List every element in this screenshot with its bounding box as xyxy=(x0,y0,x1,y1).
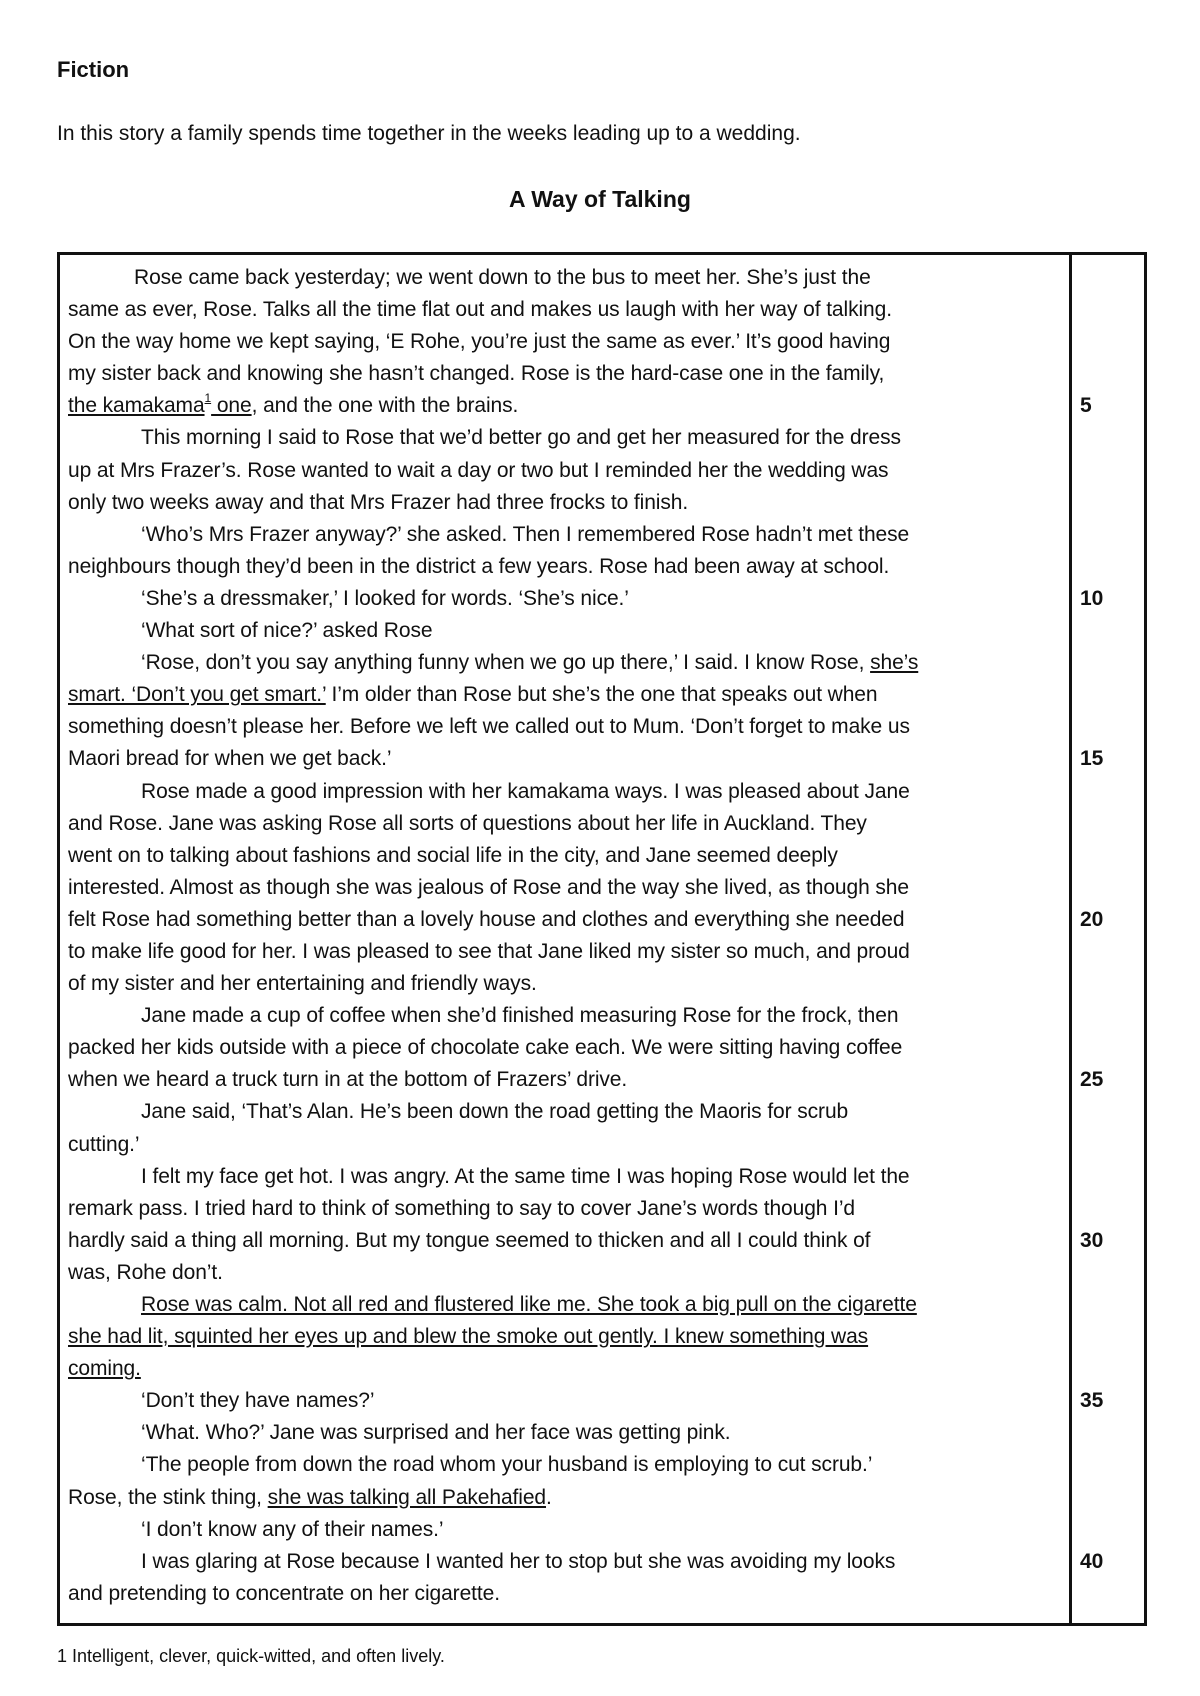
line-text: Maori bread for when we get back.’ xyxy=(68,747,392,771)
story-text xyxy=(68,262,1063,1610)
story-line xyxy=(68,679,1063,711)
story-line xyxy=(68,487,1063,519)
story-line xyxy=(68,1161,1063,1193)
story-title: A Way of Talking xyxy=(509,186,691,212)
story-line xyxy=(68,1482,1063,1514)
story-line xyxy=(68,936,1063,968)
underlined-text: Rose was calm. Not all red and flustered like me. She took a big pull on the cigarette xyxy=(141,1293,917,1316)
line-text: only two weeks away and that Mrs Frazer had three frocks to finish. xyxy=(68,490,689,514)
story-line xyxy=(68,1064,1063,1096)
story-line xyxy=(68,519,1063,551)
line-text: . xyxy=(546,1485,552,1509)
underlined-text: smart. ‘Don’t you get smart.’ xyxy=(68,683,326,707)
story-line xyxy=(68,583,1063,615)
line-text: packed her kids outside with a piece of chocolate cake each. We were sitting having coffee xyxy=(68,1036,903,1060)
line-text: my sister back and knowing she hasn’t changed. Rose is the hard-case one in the family, xyxy=(68,362,885,386)
story-line xyxy=(68,1514,1063,1546)
story-line xyxy=(68,647,1063,679)
line-text: ‘What sort of nice?’ asked Rose xyxy=(141,619,433,643)
line-text: neighbours though they’d been in the district a few years. Rose had been away at school. xyxy=(68,554,890,578)
line-text: ‘What. Who?’ Jane was surprised and her face was getting pink. xyxy=(141,1421,731,1445)
line-text: ‘She’s a dressmaker,’ I looked for words. ‘She’s nice.’ xyxy=(141,586,629,610)
line-text: remark pass. I tried hard to think of something to say to cover Jane’s words though I’d xyxy=(68,1196,855,1220)
line-number: 20 xyxy=(1080,907,1104,931)
line-text: of my sister and her entertaining and friendly ways. xyxy=(68,972,537,996)
line-text: cutting.’ xyxy=(68,1132,140,1156)
line-text: ‘I don’t know any of their names.’ xyxy=(141,1517,444,1541)
line-text: On the way home we kept saying, ‘E Rohe, you’re just the same as ever.’ It’s good having xyxy=(68,330,891,354)
underlined-text: coming. xyxy=(68,1357,141,1381)
line-text: Jane made a cup of coffee when she’d finished measuring Rose for the frock, then xyxy=(141,1004,899,1028)
line-text: interested. Almost as though she was jealous of Rose and the way she lived, as though she xyxy=(68,875,909,899)
story-line xyxy=(68,455,1063,487)
line-text: something doesn’t please her. Before we left we called out to Mum. ‘Don’t forget to make us xyxy=(68,715,910,739)
line-number: 25 xyxy=(1080,1068,1104,1092)
story-line xyxy=(68,1225,1063,1257)
line-text: up at Mrs Frazer’s. Rose wanted to wait a day or two but I reminded her the wedding was xyxy=(68,458,889,482)
line-text: to make life good for her. I was pleased to see that Jane liked my sister so much, and proud xyxy=(68,939,910,963)
line-text: was, Rohe don’t. xyxy=(68,1260,223,1284)
story-line xyxy=(68,808,1063,840)
underlined-text: she’s xyxy=(870,651,919,675)
story-line xyxy=(68,262,1063,294)
line-text: I’m older than Rose but she’s the one that speaks out when xyxy=(325,683,878,707)
story-line xyxy=(68,840,1063,872)
line-text: Rose made a good impression with her kamakama ways. I was pleased about Jane xyxy=(141,779,910,803)
story-line xyxy=(68,1385,1063,1417)
underlined-text: she had lit, squinted her eyes up and blew the smoke out gently. I knew something was xyxy=(68,1325,869,1349)
story-line xyxy=(68,1032,1063,1064)
story-line xyxy=(68,1096,1063,1128)
story-line xyxy=(68,422,1063,454)
story-line xyxy=(68,1321,1063,1353)
line-text: ‘Rose, don’t you say anything funny when we go up there,’ I said. I know Rose, xyxy=(141,651,871,675)
line-number: 15 xyxy=(1080,747,1104,771)
line-text: Rose came back yesterday; we went down to the bus to meet her. She’s just the xyxy=(134,266,871,289)
story-line xyxy=(68,1578,1063,1610)
underlined-text: one xyxy=(211,394,252,418)
line-text: ‘The people from down the road whom your husband is employing to cut scrub.’ xyxy=(141,1453,873,1477)
line-text: , and the one with the brains. xyxy=(251,394,519,418)
line-number-column xyxy=(1080,262,1140,1610)
story-line xyxy=(68,294,1063,326)
footnote: 1 Intelligent, clever, quick-witted, and often lively. xyxy=(57,1646,445,1666)
story-line xyxy=(68,776,1063,808)
story-line xyxy=(68,1193,1063,1225)
story-line xyxy=(68,1449,1063,1481)
line-text: went on to talking about fashions and social life in the city, and Jane seemed deeply xyxy=(68,843,838,867)
story-line xyxy=(68,872,1063,904)
line-text: felt Rose had something better than a lovely house and clothes and everything she needed xyxy=(68,907,905,931)
line-number: 40 xyxy=(1080,1549,1104,1573)
story-line xyxy=(68,1257,1063,1289)
line-text: and Rose. Jane was asking Rose all sorts of questions about her life in Auckland. They xyxy=(68,811,867,835)
line-text: hardly said a thing all morning. But my tongue seemed to thicken and all I could think of xyxy=(68,1228,871,1252)
story-line xyxy=(68,968,1063,1000)
line-text: I felt my face get hot. I was angry. At the same time I was hoping Rose would let the xyxy=(141,1164,910,1188)
line-text: ‘Who’s Mrs Frazer anyway?’ she asked. Then I remembered Rose hadn’t met these xyxy=(141,522,910,546)
line-text: This morning I said to Rose that we’d better go and get her measured for the dress xyxy=(141,426,901,450)
story-line xyxy=(68,1546,1063,1578)
frame-divider xyxy=(1069,252,1072,1626)
line-text: Rose, the stink thing, xyxy=(68,1485,268,1509)
story-line xyxy=(68,711,1063,743)
footnote-ref: 1 xyxy=(204,391,212,406)
story-line xyxy=(68,1289,1063,1321)
line-text: Jane said, ‘That’s Alan. He’s been down the road getting the Maoris for scrub xyxy=(141,1100,849,1124)
story-line xyxy=(68,390,1063,422)
line-text: same as ever, Rose. Talks all the time flat out and makes us laugh with her way of talking. xyxy=(68,298,892,322)
line-number: 35 xyxy=(1080,1389,1104,1413)
line-text: I was glaring at Rose because I wanted her to stop but she was avoiding my looks xyxy=(141,1549,896,1573)
story-line xyxy=(68,615,1063,647)
story-line xyxy=(68,326,1063,358)
line-number: 10 xyxy=(1080,586,1104,610)
line-text: when we heard a truck turn in at the bottom of Frazers’ drive. xyxy=(68,1068,628,1092)
underlined-text: she was talking all Pakehafied xyxy=(267,1485,546,1509)
story-line xyxy=(68,358,1063,390)
story-line xyxy=(68,551,1063,583)
line-text: ‘Don’t they have names?’ xyxy=(141,1389,375,1413)
story-line xyxy=(68,1000,1063,1032)
line-number: 30 xyxy=(1080,1228,1104,1252)
story-line xyxy=(68,1353,1063,1385)
line-text: and pretending to concentrate on her cigarette. xyxy=(68,1581,500,1605)
story-line xyxy=(68,904,1063,936)
story-line xyxy=(68,743,1063,775)
story-line xyxy=(68,1129,1063,1161)
section-label: Fiction xyxy=(57,57,130,82)
intro-text: In this story a family spends time together in the weeks leading up to a wedding. xyxy=(57,122,801,145)
story-line xyxy=(68,1417,1063,1449)
line-number: 5 xyxy=(1080,394,1092,418)
underlined-text: the kamakama xyxy=(68,394,205,418)
